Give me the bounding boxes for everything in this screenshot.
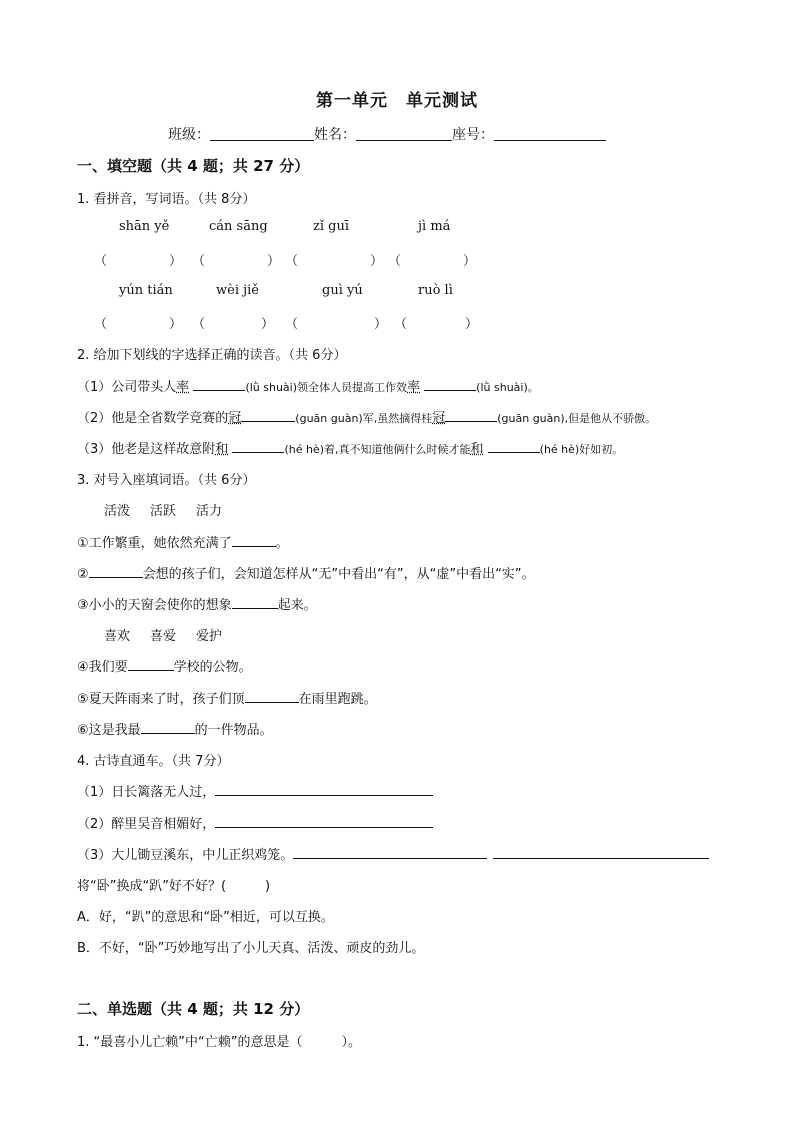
q4-prompt: 4. 古诗直通车。（共 7分）: [77, 754, 230, 769]
pinyin-zigui: zǐ guī: [313, 219, 349, 234]
pinyin-yuntian: yún tián: [119, 283, 173, 298]
q2-blank-4[interactable]: [445, 411, 497, 422]
class-field[interactable]: [210, 126, 314, 141]
q2-blank-2[interactable]: [424, 380, 476, 391]
q3-sentence-1: ①工作繁重，她依然充满了 。: [77, 536, 289, 551]
q2-blank-1[interactable]: [193, 380, 245, 391]
q4-line-3: （3）大儿锄豆溪东，中儿正织鸡笼。: [77, 844, 709, 863]
q4-blank-2[interactable]: [215, 817, 433, 828]
q4-line-1: （1）日长篱落无人过，: [77, 781, 433, 800]
seat-field[interactable]: [494, 126, 606, 141]
q4-blank-3[interactable]: [293, 848, 487, 859]
q1-prompt: 1. 看拼音，写词语。（共 8分）: [77, 192, 256, 207]
q2-prompt: 2. 给加下划线的字选择正确的读音。（共 6分）: [77, 348, 347, 363]
answer-box-6[interactable]: （ ）: [192, 317, 275, 332]
answer-box-3[interactable]: （ ）: [285, 254, 384, 269]
q3-blank-1[interactable]: [232, 536, 276, 547]
name-label: 姓名：: [314, 127, 356, 143]
answer-box-1[interactable]: （ ）: [94, 254, 183, 269]
seat-label: 座号：: [452, 127, 494, 143]
q3-blank-6[interactable]: [141, 723, 195, 734]
q3-word-bank-1: 活泼 活跃 活力: [104, 504, 223, 519]
q3-blank-3[interactable]: [232, 598, 278, 609]
pinyin-guiyu: guì yú: [322, 283, 363, 298]
page-title: 第一单元 单元测试: [316, 91, 478, 111]
q3-sentence-6: ⑥这是我最 的一件物品。: [77, 723, 273, 738]
s2-q1-prompt: 1. “最喜小儿亡赖”中“亡赖”的意思是（ ）。: [77, 1035, 361, 1050]
q3-word-bank-2: 喜欢 喜爱 爱护: [104, 629, 223, 644]
pinyin-cansang: cán sāng: [209, 219, 268, 234]
q3-sentence-2: ② 会想的孩子们，会知道怎样从“无”中看出“有”，从“虚”中看出“实”。: [77, 567, 535, 582]
q2-blank-6[interactable]: [488, 442, 540, 453]
name-field[interactable]: [356, 126, 452, 141]
q2-line-3: （3）他老是这样故意附和 (hé hè)着,真不知道他俩什么时候才能和 (hé hè)好如初。: [77, 442, 624, 457]
q2-line-2: （2）他是全省数学竞赛的冠 (guān guàn)军,虽然摘得桂冠 (guān guàn),但是他从不骄傲。: [77, 411, 657, 426]
pinyin-jima: jì má: [418, 219, 451, 234]
section1-heading: 一、填空题（共 4 题；共 27 分）: [77, 157, 310, 175]
q3-blank-2[interactable]: [89, 567, 143, 578]
answer-box-7[interactable]: （ ）: [285, 317, 388, 332]
class-label: 班级：: [168, 127, 210, 143]
q3-sentence-5: ⑤夏天阵雨来了时，孩子们顶 在雨里跑跳。: [77, 692, 377, 707]
pinyin-shanye: shān yě: [119, 219, 170, 234]
q4-question: 将“卧”换成“趴”好不好？( ): [77, 879, 271, 894]
q3-sentence-3: ③小小的天窗会使你的想象 起来。: [77, 598, 317, 613]
answer-box-4[interactable]: （ ）: [388, 254, 477, 269]
q3-prompt: 3. 对号入座填词语。（共 6分）: [77, 473, 256, 488]
section2-heading: 二、单选题（共 4 题；共 12 分）: [77, 1000, 310, 1018]
pinyin-ruoli: ruò lì: [418, 283, 453, 298]
q2-blank-3[interactable]: [241, 411, 295, 422]
answer-box-8[interactable]: （ ）: [394, 317, 479, 332]
student-info-line: [168, 124, 606, 144]
q4-blank-1[interactable]: [215, 785, 433, 796]
answer-box-2[interactable]: （ ）: [192, 254, 281, 269]
q4-option-a[interactable]: A．好，“趴”的意思和“卧”相近，可以互换。: [77, 910, 334, 925]
q4-option-b[interactable]: B．不好，“卧”巧妙地写出了小儿天真、活泼、顽皮的劲儿。: [77, 941, 425, 956]
q3-sentence-4: ④我们要 学校的公物。: [77, 660, 252, 675]
q3-blank-4[interactable]: [128, 660, 174, 671]
answer-box-5[interactable]: （ ）: [94, 317, 183, 332]
q4-line-2: （2）醉里吴音相媚好，: [77, 813, 433, 832]
q3-blank-5[interactable]: [245, 692, 299, 703]
q4-blank-4[interactable]: [493, 848, 709, 859]
pinyin-weijie: wèi jiě: [216, 283, 259, 298]
q2-blank-5[interactable]: [232, 442, 284, 453]
q2-line-1: （1）公司带头人率 (lǜ shuài)领全体人员提高工作效率 (lǜ shuài)。: [77, 380, 539, 395]
